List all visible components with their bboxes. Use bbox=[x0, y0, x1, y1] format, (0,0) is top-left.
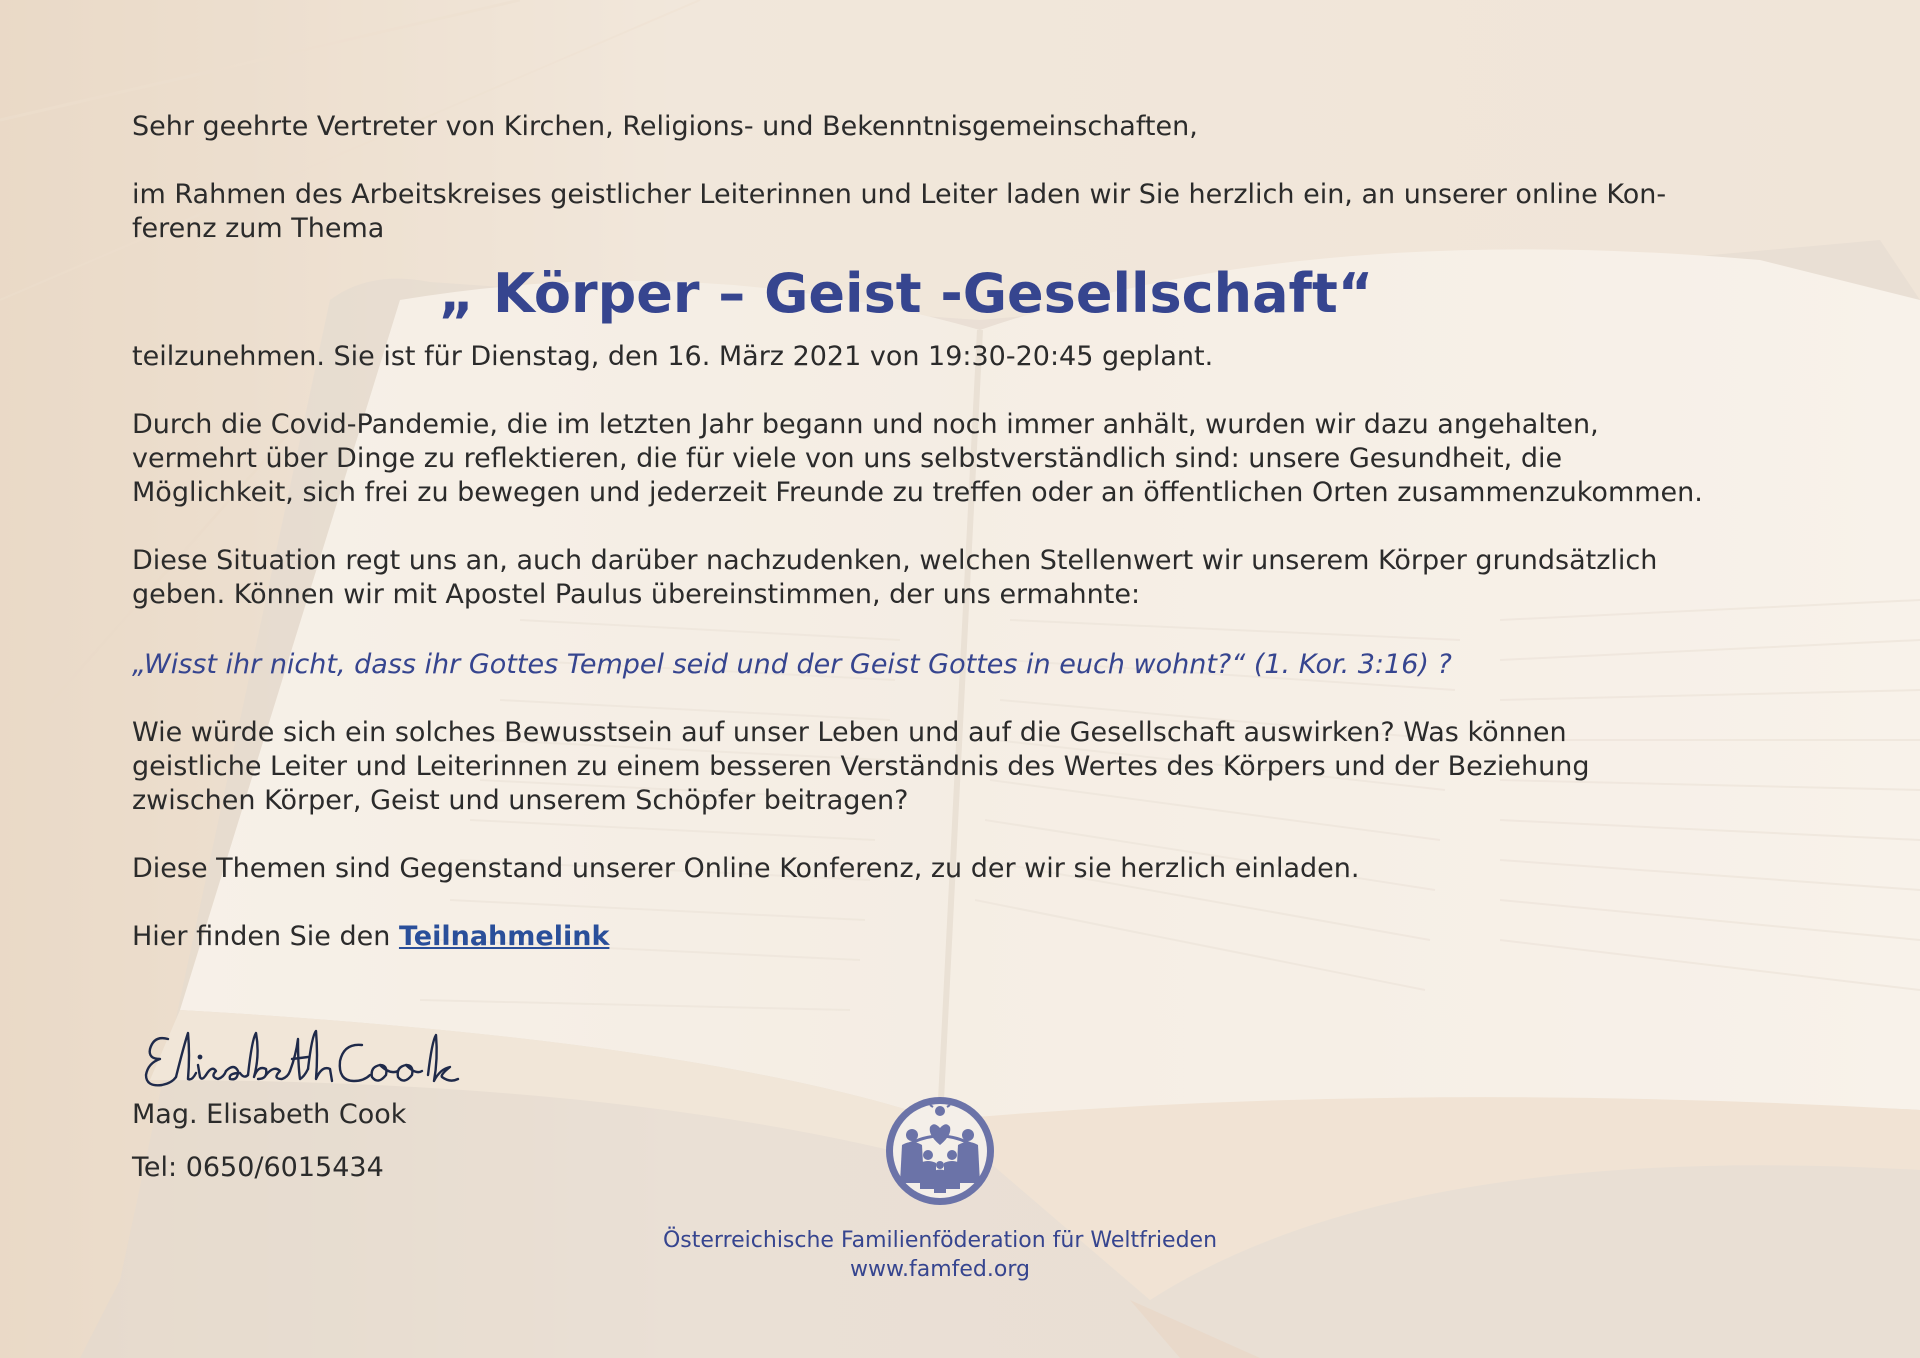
questions-line: zwischen Körper, Geist und unserem Schöpfer beitragen? bbox=[132, 785, 909, 816]
link-prefix: Hier finden Sie den bbox=[132, 921, 399, 952]
questions-line: geistliche Leiter und Leiterinnen zu einem besseren Verständnis des Wertes des Körpers und der Beziehung bbox=[132, 751, 1590, 782]
participation-link[interactable]: Teilnahmelink bbox=[398, 921, 610, 952]
bible-quote: „Wisst ihr nicht, dass ihr Gottes Tempel seid und der Geist Gottes in euch wohnt?“ (1. Kor. 3:16) ? bbox=[132, 649, 1452, 680]
famfed-logo-icon bbox=[884, 1095, 996, 1207]
intro-line-1: im Rahmen des Arbeitskreises geistlicher Leiterinnen und Leiter laden wir Sie herzlich ein, an unserer online Kon- bbox=[132, 179, 1667, 210]
salutation: Sehr geehrte Vertreter von Kirchen, Religions- und Bekenntnisgemeinschaften, bbox=[132, 111, 1198, 142]
covid-paragraph bbox=[132, 408, 1812, 510]
signer-name: Mag. Elisabeth Cook bbox=[132, 1099, 407, 1130]
questions-line: Wie würde sich ein solches Bewusstsein auf unser Leben und auf die Gesellschaft auswirken? Was können bbox=[132, 717, 1567, 748]
organization-url[interactable]: www.famfed.org bbox=[850, 1257, 1030, 1282]
questions-paragraph bbox=[132, 716, 1812, 818]
situation-paragraph bbox=[132, 544, 1812, 612]
conference-title: „ Körper – Geist -Gesellschaft“ bbox=[438, 262, 1374, 325]
letter-body bbox=[132, 110, 1812, 954]
participation-link-line bbox=[132, 920, 1812, 954]
signer-phone: Tel: 0650/6015434 bbox=[132, 1152, 384, 1183]
intro-paragraph bbox=[132, 178, 1812, 246]
date-sentence: teilzunehmen. Sie ist für Dienstag, den 16. März 2021 von 19:30-20:45 geplant. bbox=[132, 341, 1214, 372]
situation-line: geben. Können wir mit Apostel Paulus übereinstimmen, der uns ermahnte: bbox=[132, 579, 1141, 610]
covid-line: Möglichkeit, sich frei zu bewegen und jederzeit Freunde zu treffen oder an öffentlichen Orten zusammenzukommen. bbox=[132, 477, 1703, 508]
topics-paragraph: Diese Themen sind Gegenstand unserer Online Konferenz, zu der wir sie herzlich einladen. bbox=[132, 853, 1360, 884]
handwritten-signature bbox=[140, 1015, 480, 1095]
intro-line-2: ferenz zum Thema bbox=[132, 213, 385, 244]
organization-name: Österreichische Familienföderation für Weltfrieden bbox=[662, 1228, 1218, 1253]
situation-line: Diese Situation regt uns an, auch darüber nachzudenken, welchen Stellenwert wir unserem Körper grundsätzlich bbox=[132, 545, 1658, 576]
covid-line: vermehrt über Dinge zu reflektieren, die für viele von uns selbstverständlich sind: unsere Gesundheit, die bbox=[132, 443, 1563, 474]
organization-footer bbox=[560, 1226, 1320, 1284]
covid-line: Durch die Covid-Pandemie, die im letzten Jahr begann und noch immer anhält, wurden wir dazu angehalten, bbox=[132, 409, 1599, 440]
